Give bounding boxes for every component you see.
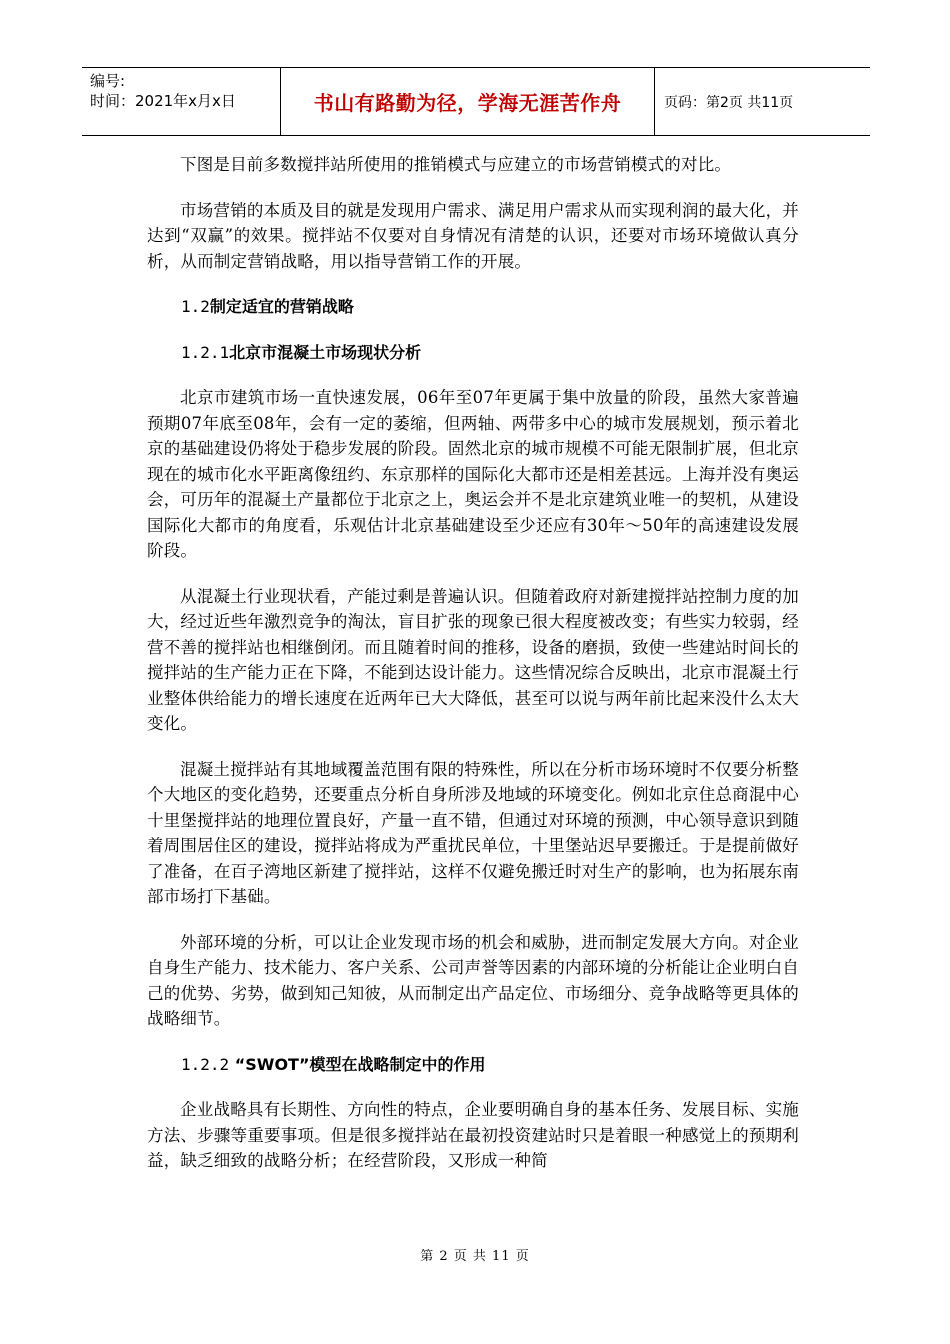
section-number: 1.2 xyxy=(181,297,210,316)
header-page-info: 页码：第2页 共11页 xyxy=(664,94,794,111)
paragraph: 下图是目前多数搅拌站所使用的推销模式与应建立的市场营销模式的对比。 xyxy=(180,155,732,174)
page-header xyxy=(82,67,870,136)
section-title: “SWOT”模型在战略制定中的作用 xyxy=(234,1054,486,1074)
header-meta xyxy=(82,68,281,135)
paragraph: 从混凝土行业现状看，产能过剩是普遍认识。但随着政府对新建搅拌站控制力度的加大，经过近些年激烈竞争的淘汰，盲目扩张的现象已很大程度被改变；有些实力较弱，经营不善的搅拌站也相继倒闭。而且随着时间的推移，设备的磨损，致使一些建站时间长的搅拌站的生产能力正在下降，不能到达设计能力。这些情况综合反映出，北京市混凝土行业整体供给能力的增长速度在近两年已大大降低，甚至可以说与两年前比起来没什么太大变化。 xyxy=(147,586,799,733)
section-number: 1.2.1 xyxy=(181,342,230,362)
section-title: 制定适宜的营销战略 xyxy=(209,297,354,316)
document-code-label: 编号: xyxy=(90,72,126,90)
subsection-heading xyxy=(147,340,799,366)
document-time: 时间：2021年x月x日 xyxy=(90,92,236,110)
paragraph: 外部环境的分析，可以让企业发现市场的机会和威胁，进而制定发展大方向。对企业自身生产能力、技术能力、客户关系、公司声誉等因素的内部环境的分析能让企业明白自己的优势、劣势，做到知己知彼，从而制定出产品定位、市场细分、竞争战略等更具体的战略细节。 xyxy=(147,932,799,1028)
document-body xyxy=(147,152,799,1194)
subsection-heading xyxy=(147,1052,799,1078)
section-heading xyxy=(147,294,799,320)
section-title: 北京市混凝土市场现状分析 xyxy=(229,342,422,362)
section-number: 1.2.2 xyxy=(181,1054,230,1074)
paragraph: 企业战略具有长期性、方向性的特点，企业要明确自身的基本任务、发展目标、实施方法、步骤等重要事项。但是很多搅拌站在最初投资建站时只是着眼一种感觉上的预期利益，缺乏细致的战略分析；在经营阶段，又形成一种简 xyxy=(147,1100,799,1170)
paragraph: 市场营销的本质及目的就是发现用户需求、满足用户需求从而实现利润的最大化，并达到“双赢”的效果。搅拌站不仅要对自身情况有清楚的认识，还要对市场环境做认真分析，从而制定营销战略，用以指导营销工作的开展。 xyxy=(147,200,799,271)
page-footer: 第 2 页 共 11 页 xyxy=(420,1249,530,1264)
paragraph: 北京市建筑市场一直快速发展，06年至07年更属于集中放量的阶段，虽然大家普遍预期07年底至08年，会有一定的萎缩，但两轴、两带多中心的城市发展规划，预示着北京的基础建设仍将处于稳步发展的阶段。固然北京的城市规模不可能无限制扩展，但北京现在的城市化水平距离像纽约、东京那样的国际化大都市还是相差甚远。上海并没有奥运会，可历年的混凝土产量都位于北京之上，奥运会并不是北京建筑业唯一的契机，从建设国际化大都市的角度看，乐观估计北京基础建设至少还应有30年～50年的高速建设发展阶段。 xyxy=(147,388,799,560)
header-motto: 书山有路勤为径，学海无涯苦作舟 xyxy=(281,68,655,135)
paragraph: 混凝土搅拌站有其地域覆盖范围有限的特殊性，所以在分析市场环境时不仅要分析整个大地区的变化趋势，还要重点分析自身所涉及地域的环境变化。例如北京住总商混中心十里堡搅拌站的地理位置良好，产量一直不错，但通过对环境的预测，中心领导意识到随着周围居住区的建设，搅拌站将成为严重扰民单位，十里堡站迟早要搬迁。于是提前做好了准备，在百子湾地区新建了搅拌站，这样不仅避免搬迁时对生产的影响，也为拓展东南部市场打下基础。 xyxy=(147,759,799,906)
